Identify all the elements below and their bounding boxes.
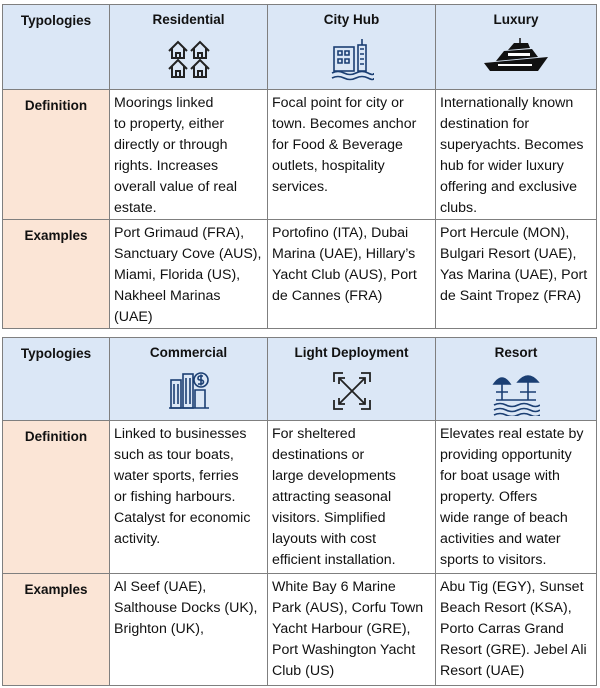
column-header-light-deployment xyxy=(268,338,436,421)
typologies-label: Typologies xyxy=(20,13,92,28)
header-row xyxy=(3,5,597,90)
definition-row xyxy=(3,421,597,574)
column-title: Light Deployment xyxy=(294,345,409,360)
city-skyline-icon xyxy=(330,37,374,83)
examples-light-deployment xyxy=(268,574,436,686)
examples-text: Portofino (ITA), Dubai Marina (UAE), Hillary’s Yacht Club (AUS), Port de Cannes (FRA) xyxy=(272,225,417,304)
column-header-commercial xyxy=(110,338,268,421)
column-header-luxury xyxy=(436,5,597,90)
column-header-resort xyxy=(436,338,597,421)
header-row xyxy=(3,338,597,421)
examples-label-cell xyxy=(3,220,110,329)
examples-residential xyxy=(110,220,268,329)
examples-text: Al Seef (UAE), Salthouse Docks (UK), Brighton (UK), xyxy=(114,579,258,637)
expand-arrows-icon xyxy=(331,370,373,412)
typologies-table-2 xyxy=(2,337,597,686)
column-title: Luxury xyxy=(493,12,539,27)
typologies-label: Typologies xyxy=(20,346,92,361)
definition-text: Internationally known destination for superyachts. Becomes hub for wider luxury offering and exclusive clubs. xyxy=(440,95,584,216)
examples-commercial xyxy=(110,574,268,686)
definition-luxury xyxy=(436,90,597,220)
column-header-residential xyxy=(110,5,268,90)
column-title: Commercial xyxy=(149,345,228,360)
examples-label-cell xyxy=(3,574,110,686)
definition-commercial xyxy=(110,421,268,574)
yacht-icon xyxy=(480,37,552,77)
definition-city-hub xyxy=(268,90,436,220)
examples-luxury xyxy=(436,220,597,329)
typologies-table-1 xyxy=(2,4,597,329)
definition-row xyxy=(3,90,597,220)
definition-text: For sheltered destinations or large developments attracting seasonal visitors. Simplified layouts with cost efficient installation. xyxy=(272,426,396,568)
column-title: Resort xyxy=(494,345,538,360)
definition-text: Elevates real estate by providing opportunity for boat usage with property. Offers wide range of beach activities and water sports to visitors. xyxy=(440,426,584,568)
houses-icon xyxy=(167,37,211,81)
examples-text: Port Hercule (MON), Bulgari Resort (UAE), Yas Marina (UAE), Port de Saint Tropez (FRA) xyxy=(440,225,588,304)
definition-residential xyxy=(110,90,268,220)
definition-text: Linked to businesses such as tour boats, water sports, ferries or fishing harbours. Catalyst for economic activity. xyxy=(114,426,251,547)
definition-resort xyxy=(436,421,597,574)
examples-label: Examples xyxy=(24,228,88,243)
typologies-label-cell xyxy=(3,338,110,421)
examples-row xyxy=(3,574,597,686)
examples-text: Port Grimaud (FRA), Sanctuary Cove (AUS), Miami, Florida (US), Nakheel Marinas (UAE) xyxy=(114,225,262,325)
definition-light-deployment xyxy=(268,421,436,574)
examples-label: Examples xyxy=(24,582,88,597)
examples-resort xyxy=(436,574,597,686)
beach-umbrella-icon xyxy=(492,370,540,416)
definition-label: Definition xyxy=(24,98,88,113)
examples-row xyxy=(3,220,597,329)
definition-label: Definition xyxy=(24,429,88,444)
column-title: Residential xyxy=(152,12,225,27)
definition-text: Moorings linked to property, either directly or through rights. Increases overall value of real estate. xyxy=(114,95,238,216)
typologies-label-cell xyxy=(3,5,110,90)
examples-text: White Bay 6 Marine Park (AUS), Corfu Town Yacht Harbour (GRE), Port Washington Yacht Club (US) xyxy=(272,579,424,679)
column-title: City Hub xyxy=(323,12,380,27)
commercial-buildings-icon xyxy=(167,370,211,412)
examples-city-hub xyxy=(268,220,436,329)
column-header-city-hub xyxy=(268,5,436,90)
definition-label-cell xyxy=(3,90,110,220)
definition-text: Focal point for city or town. Becomes anchor for Food & Beverage outlets, hospitality services. xyxy=(272,95,417,195)
definition-label-cell xyxy=(3,421,110,574)
examples-text: Abu Tig (EGY), Sunset Beach Resort (KSA), Porto Carras Grand Resort (GRE). Jebel Ali Resort (UAE) xyxy=(440,579,587,679)
